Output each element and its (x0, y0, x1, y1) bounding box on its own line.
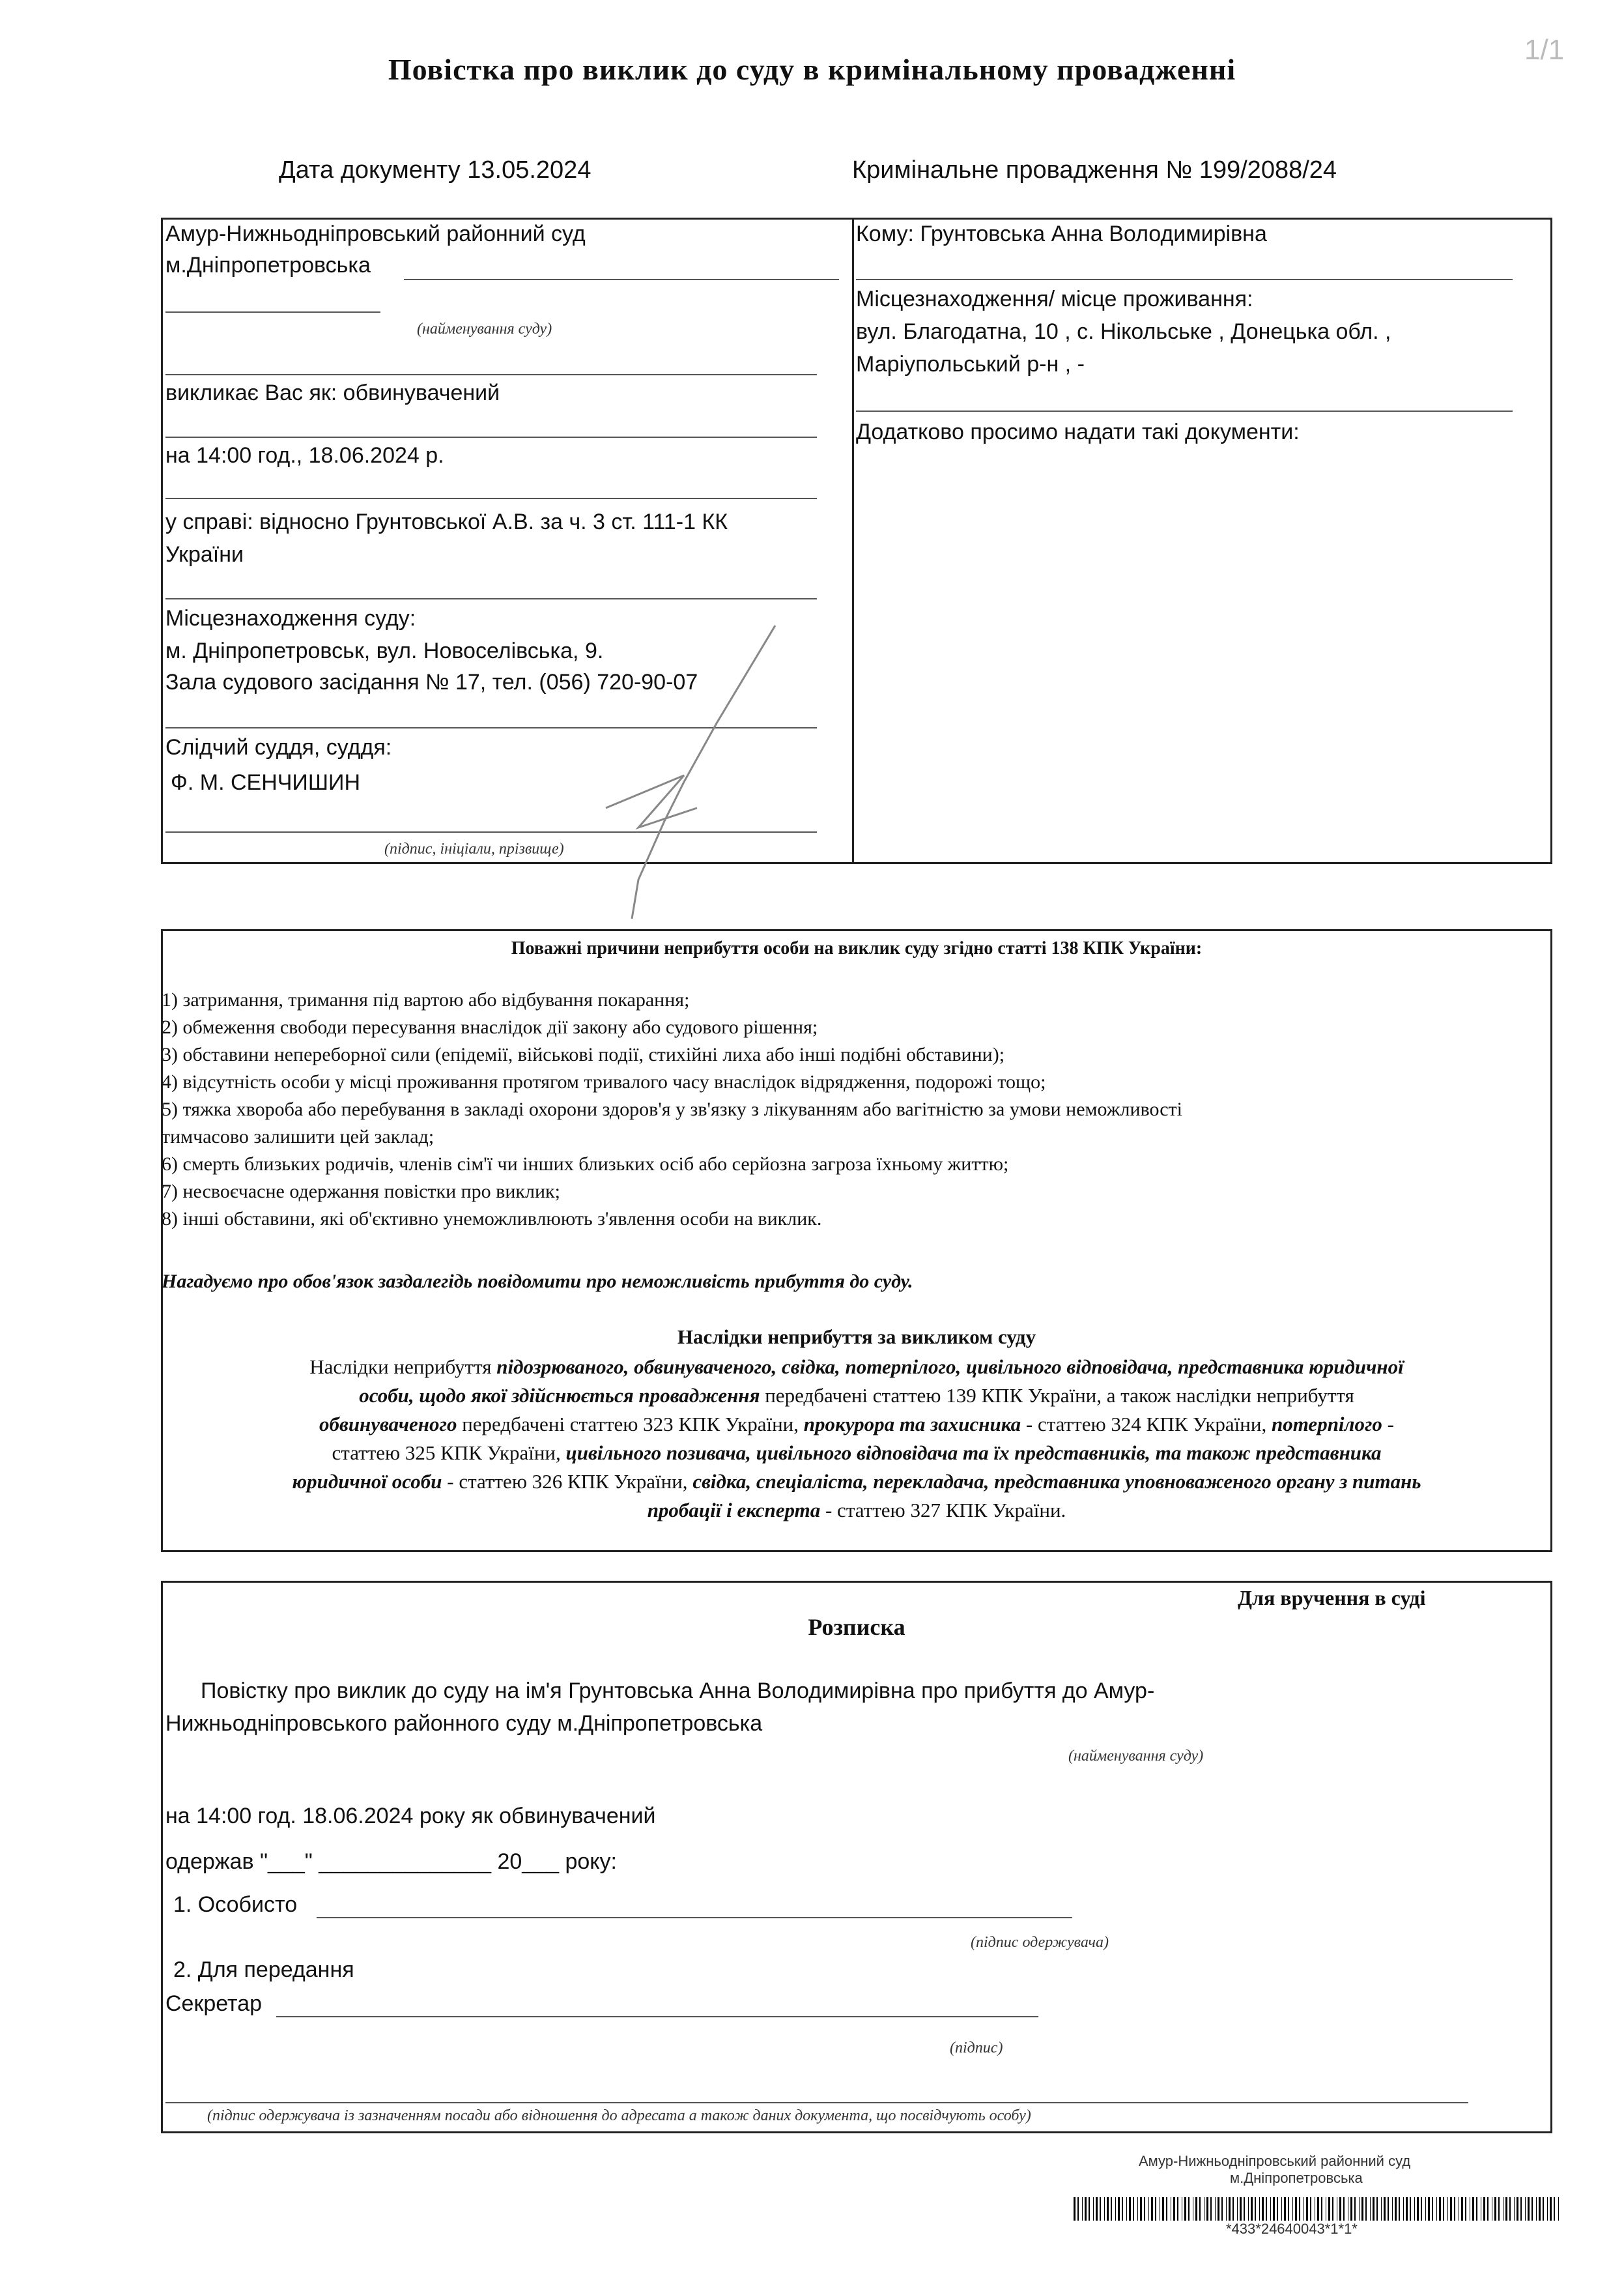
receipt-line1: Повістку про виклик до суду на ім'я Грунтовська Анна Володимирівна про прибуття до Амур- (201, 1679, 1155, 1703)
receipt-title: Розписка (808, 1614, 905, 1640)
document-date: Дата документу 13.05.2024 (279, 156, 591, 184)
recipient-signature-caption: (підпис одержувача) (971, 1934, 1109, 1951)
consequences-line5: юридичної особи - статтею 326 КПК України, свідка, спеціаліста, перекладача, представника уповноваженого органу з питань (292, 1470, 1421, 1493)
personally-label: 1. Особисто (173, 1892, 298, 1917)
footer-court-line2: м.Дніпропетровська (1230, 2170, 1363, 2186)
case-description-line1: у справі: відносно Грунтовської А.В. за ч. 3 ст. 111-1 КК (165, 510, 728, 534)
case-number: Кримінальне провадження № 199/2088/24 (852, 156, 1337, 184)
residence-label: Місцезнаходження/ місце проживання: (856, 287, 1253, 311)
reason-item: 2) обмеження свободи пересування внаслідок дії закону або судового рішення; (162, 1016, 818, 1038)
residence-line2: Маріупольський р-н , - (856, 352, 1085, 377)
judge-name: Ф. М. СЕНЧИШИН (171, 770, 360, 795)
additional-documents: Додатково просимо надати такі документи: (856, 420, 1300, 444)
receipt-line2: Нижньодніпровського районного суду м.Дніпропетровська (165, 1711, 763, 1736)
summons-divider (852, 218, 854, 864)
summoned-as: викликає Вас як: обвинувачений (165, 381, 500, 405)
judge-label: Слідчий суддя, суддя: (165, 735, 392, 760)
case-description-line2: України (165, 542, 244, 567)
consequences-line4: статтею 325 КПК України, цивільного позивача, цивільного відповідача та їх представників, та також представника (332, 1441, 1382, 1464)
barcode (1074, 2197, 1560, 2221)
addressee: Кому: Грунтовська Анна Володимирівна (856, 222, 1267, 246)
document-title: Повістка про виклик до суду в кримінальному провадженні (388, 53, 1236, 86)
secretary-signature-caption: (підпис) (950, 2039, 1003, 2056)
court-location-label: Місцезнаходження суду: (165, 606, 416, 631)
barcode-text: *433*24640043*1*1* (1226, 2221, 1358, 2237)
appearance-time: на 14:00 год., 18.06.2024 р. (165, 443, 444, 468)
consequences-line2: особи, щодо якої здійснюється провадження передбачені статтею 139 КПК України, а також наслідки неприбуття (359, 1384, 1354, 1407)
court-location-address: м. Дніпропетровськ, вул. Новоселівська, 9. (165, 639, 604, 663)
reason-item: 6) смерть близьких родичів, членів сім'ї чи інших близьких осіб або серйозна загроза їхньому життю; (162, 1153, 1009, 1175)
court-caption: (найменування суду) (417, 321, 552, 338)
for-court-label: Для вручення в суді (1238, 1586, 1426, 1609)
footer-court-line1: Амур-Нижньодніпровський районний суд (1139, 2153, 1411, 2169)
secretary-label: Секретар (165, 1991, 263, 2016)
signature-scribble (469, 612, 782, 938)
page-number: 1/1 (1524, 34, 1565, 66)
transfer-label: 2. Для передання (173, 1957, 354, 1982)
court-name-line1: Амур-Нижньодніпровський районний суд (165, 222, 586, 246)
consequences-line3: обвинуваченого передбачені статтею 323 КПК України, прокурора та захисника - статтею 324 КПК України, потерпілого - (319, 1413, 1394, 1435)
court-name-line2: м.Дніпропетровська (165, 253, 371, 278)
consequences-title: Наслідки неприбуття за викликом суду (677, 1325, 1036, 1348)
reason-item: 5) тяжка хвороба або перебування в закладі охорони здоров'я у зв'язку з лікуванням або вагітністю за умови неможливості (162, 1099, 1182, 1120)
reason-item: тимчасово залишити цей заклад; (162, 1126, 434, 1147)
residence-line1: вул. Благодатна, 10 , с. Нікольське , Донецька обл. , (856, 319, 1391, 344)
reason-item: 3) обставини непереборної сили (епідемії, військові події, стихійні лиха або інші подібні обставини); (162, 1044, 1005, 1065)
summons-box (161, 218, 1552, 864)
consequences-line1: Наслідки неприбуття підозрюваного, обвинуваченого, свідка, потерпілого, цивільного відповідача, представника юридичної (309, 1355, 1404, 1378)
receipt-time: на 14:00 год. 18.06.2024 року як обвинувачений (165, 1804, 656, 1828)
received-date: одержав "___" ______________ 20___ року: (165, 1849, 617, 1874)
judge-signature-caption: (підпис, ініціали, прізвище) (384, 841, 564, 857)
reminder: Нагадуємо про обов'язок заздалегідь повідомити про неможливість прибуття до суду. (162, 1271, 913, 1292)
reason-item: 7) несвоєчасне одержання повістки про виклик; (162, 1181, 560, 1202)
consequences-line6: пробації і експерта - статтею 327 КПК України. (647, 1499, 1066, 1521)
reason-item: 1) затримання, тримання під вартою або відбування покарання; (162, 989, 690, 1011)
reasons-title: Поважні причини неприбуття особи на виклик суду згідно статті 138 КПК України: (511, 938, 1203, 958)
reason-item: 8) інші обставини, які об'єктивно унеможливлюють з'явлення особи на виклик. (162, 1208, 822, 1230)
reason-item: 4) відсутність особи у місці проживання протягом тривалого часу внаслідок відрядження, подорожі тощо; (162, 1071, 1046, 1093)
receipt-court-caption: (найменування суду) (1068, 1748, 1204, 1765)
bottom-caption: (підпис одержувача із зазначенням посади або відношення до адресата а також даних документа, що посвідчують особу) (207, 2107, 1031, 2124)
court-room: Зала судового засідання № 17, тел. (056) 720-90-07 (165, 670, 698, 695)
